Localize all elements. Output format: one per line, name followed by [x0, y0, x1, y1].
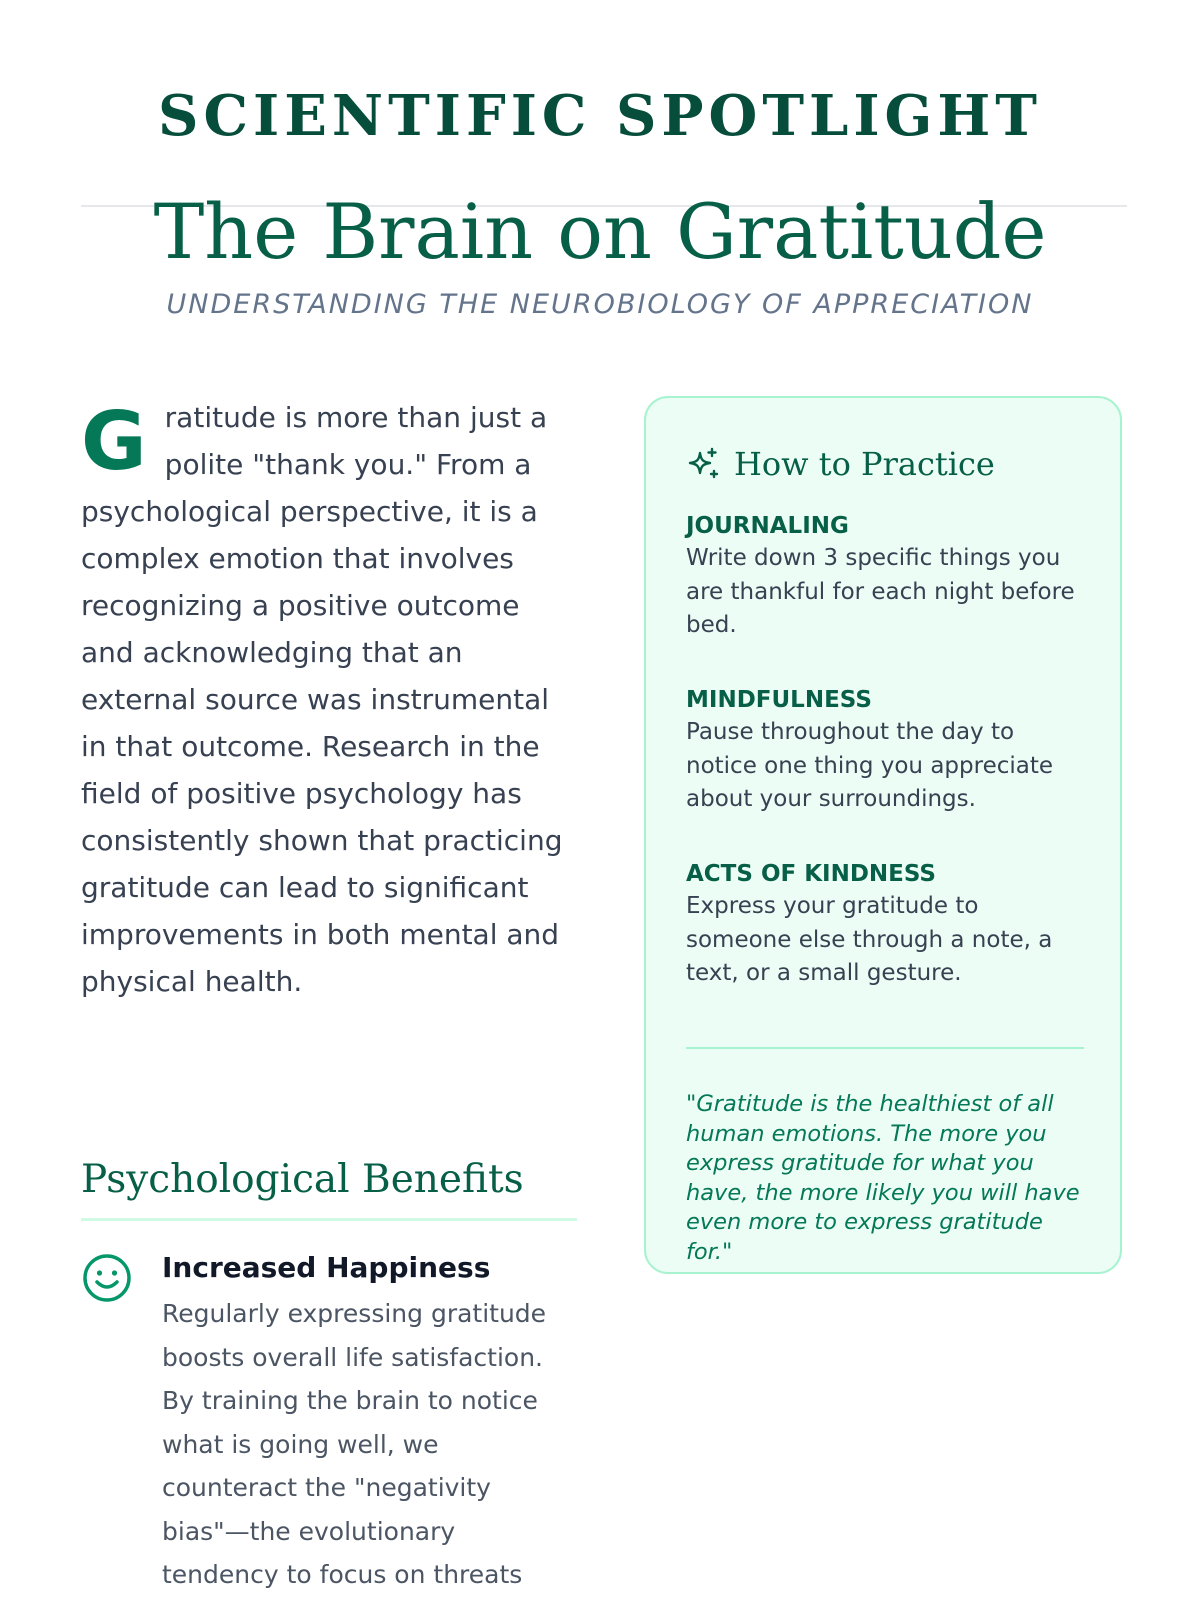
- smiley-icon: [81, 1252, 133, 1304]
- sidebar-divider: [686, 1047, 1084, 1049]
- tip-label: ACTS OF KINDNESS: [686, 861, 936, 887]
- practice-sidebar: [644, 396, 1122, 1274]
- benefit-description: Regularly expressing gratitude boosts overall life satisfaction. By training the brain to notice what is going well, we counteract the "negativity bias"—the evolutionary tendency to focus on threats: [162, 1299, 547, 1589]
- intro-paragraph: [81, 394, 581, 1005]
- benefit-content: [162, 1248, 572, 1597]
- drop-cap: G: [81, 395, 147, 488]
- benefits-divider: [81, 1218, 577, 1221]
- tip-text: Write down 3 specific things you are thankful for each night before bed.: [686, 545, 1075, 638]
- tip-label: MINDFULNESS: [686, 687, 872, 713]
- tip-label: JOURNALING: [686, 513, 849, 539]
- sidebar-title: How to Practice: [734, 445, 995, 483]
- gratitude-quote: "Gratitude is the healthiest of all human emotions. The more you express gratitude for what you have, the more likely you will have even more to express gratitude for.": [686, 1091, 1080, 1265]
- section-kicker: SCIENTIFIC SPOTLIGHT: [158, 83, 1042, 149]
- benefits-heading: Psychological Benefits: [81, 1157, 524, 1202]
- tip-acts-of-kindness: [686, 858, 1086, 991]
- sidebar-header: [686, 442, 995, 486]
- sparkles-icon: [686, 447, 720, 481]
- tip-text: Pause throughout the day to notice one thing you appreciate about your surroundings.: [686, 719, 1054, 812]
- page-title: The Brain on Gratitude: [153, 187, 1047, 276]
- tip-text: Express your gratitude to someone else through a note, a text, or a small gesture.: [686, 893, 1053, 986]
- page-subtitle: UNDERSTANDING THE NEUROBIOLOGY OF APPRECIATION: [166, 289, 1034, 320]
- intro-text: ratitude is more than just a polite "thank you." From a psychological perspective, it is a complex emotion that involves recognizing a positive outcome and acknowledging that an external source was instrumental in that outcome. Research in the field of positive psychology has consistently shown that practicing gratitude can lead to significant improvements in both mental and physical health.: [81, 401, 563, 998]
- benefit-title: Increased Happiness: [162, 1251, 491, 1284]
- tip-mindfulness: [686, 684, 1086, 817]
- tip-journaling: [686, 510, 1086, 643]
